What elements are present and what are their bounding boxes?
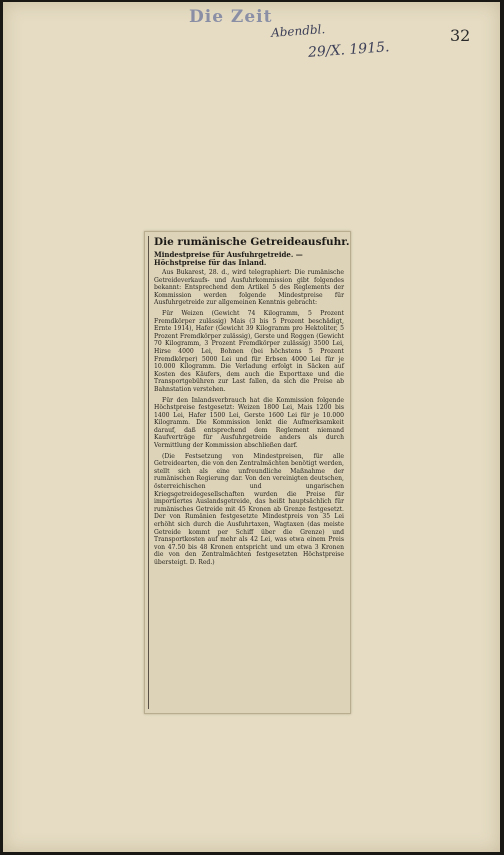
article-paragraph-1: Aus Bukarest, 28. d., wird telegraphiert: Die rumänische Getreideverkaufs- und Ausfuhrkommission gibt folgendes bekannt: Entsprechend dem Artikel 5 des Reglements der Kommission werden folgende Mindestpreise für Ausfuhrgetreide zur allgemeinen Kenntnis gebracht: bbox=[154, 269, 344, 307]
article-paragraph-2: Für Weizen (Gewicht 74 Kilogramm, 5 Prozent Fremdkörper zulässig) Mais (3 bis 5 Prozent beschädigt, Ernte 1914), Hafer (Gewicht 39 Kilogramm pro Hektoliter, 5 Prozent Fremdkörper zulässig), Gerste und Roggen (Gewicht 70 Kilogramm, 3 Prozent Fremdkörper zulässig) 3500 Lei, Hirse 4000 Lei, Bohnen (bei höchstens 5 Prozent Fremdkörper) 5000 Lei und für Erbsen 4000 Lei für je 10.000 Kilogramm. Die Verladung erfolgt in Säcken auf Kosten des Käufers, dem auch die Exporttaxe und die Transportgebühren zur Last fallen, da sich die Preise ab Bahnstation verstehen. bbox=[154, 309, 344, 393]
article-headline: Die rumänische Getreideausfuhr. bbox=[154, 236, 350, 248]
handwritten-edition-note: Abendbl. bbox=[270, 22, 326, 40]
article-paragraph-4: (Die Festsetzung von Mindestpreisen, für alle Getreidearten, die von den Zentralmächten benötigt werden, stellt sich als eine unfreundliche Maßnahme der rumänischen Regierung dar. Von den vereinigten deutschen, österreichischen und ungarischen Kriegsgetreidegesellschaften wurden die Preise für importiertes Auslandsgetreide, das heißt hauptsächlich für rumänisches Getreide mit 45 Kronen ab Grenze festgesetzt. Der von Rumänien festgesetzte Mindestpreis von 35 Lei erhöht sich durch die Ausfuhrtaxen, Wagtaxen (das meiste Getreide kommt per Schiff über die Grenze) und Transportkosten auf mehr als 42 Lei, was etwa einem Preis von 47.50 bis 48 Kronen entspricht und um etwa 3 Kronen die von den Zentralmächten festgesetzten Höchstpreise übersteigt. D. Red.) bbox=[154, 452, 344, 566]
newspaper-stamp: Die Zeit bbox=[189, 7, 273, 27]
archive-page bbox=[3, 2, 500, 852]
page-number: 32 bbox=[450, 26, 471, 45]
article-subheadline: Mindestpreise für Ausfuhrgetreide. — Höchstpreise für das Inland. bbox=[154, 250, 303, 267]
clipping-rule bbox=[148, 236, 149, 709]
article-paragraph-3: Für den Inlandsverbrauch hat die Kommission folgende Höchstpreise festgesetzt: Weizen 1800 Lei, Mais 1200 bis 1400 Lei, Hafer 1500 Lei, Gerste 1600 Lei für je 10.000 Kilogramm. Die Kommission lenkt die Aufmerksamkeit darauf, daß entsprechend dem Reglement niemand Kaufverträge für Ausfuhrgetreide anders als durch Vermittlung der Kommission abschließen darf. bbox=[154, 396, 344, 450]
newspaper-clipping bbox=[144, 231, 351, 714]
handwritten-date: 29/X. 1915. bbox=[307, 39, 390, 61]
